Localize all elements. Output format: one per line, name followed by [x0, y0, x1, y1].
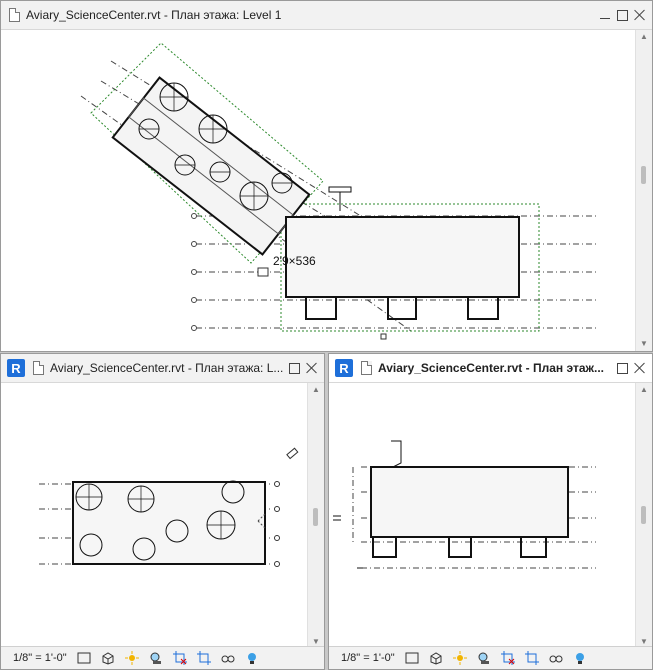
- document-icon: [33, 361, 44, 375]
- maximize-icon[interactable]: [617, 10, 628, 21]
- top-vertical-scrollbar[interactable]: [635, 30, 652, 351]
- crop-view-icon[interactable]: [501, 651, 515, 665]
- right-vertical-scrollbar[interactable]: [635, 383, 652, 649]
- bottom-right-view-window[interactable]: [328, 353, 653, 670]
- temporary-hide-icon[interactable]: [221, 651, 235, 665]
- view-scale[interactable]: 1/8" = 1'-0": [341, 652, 395, 664]
- sun-path-icon[interactable]: [125, 651, 139, 665]
- revit-logo-icon: R: [7, 359, 25, 377]
- document-icon: [9, 8, 20, 22]
- bottom-left-view-window[interactable]: [0, 353, 325, 670]
- minimize-icon[interactable]: [599, 9, 611, 21]
- scroll-up-icon[interactable]: ▲: [640, 385, 648, 394]
- scroll-up-icon[interactable]: ▲: [640, 32, 648, 41]
- close-icon[interactable]: [634, 362, 646, 374]
- crop-view-icon[interactable]: [173, 651, 187, 665]
- floor-plan-canvas-right[interactable]: [329, 383, 637, 649]
- maximize-icon[interactable]: [617, 363, 628, 374]
- scroll-thumb[interactable]: [313, 508, 318, 526]
- scroll-thumb[interactable]: [641, 166, 646, 184]
- dimension-label: 2'9×536: [273, 254, 316, 268]
- top-window-title: Aviary_ScienceCenter.rvt - План этажа: Level 1: [26, 8, 282, 22]
- left-vertical-scrollbar[interactable]: [307, 383, 324, 649]
- close-icon[interactable]: [306, 362, 318, 374]
- show-crop-icon[interactable]: [525, 651, 539, 665]
- temporary-hide-icon[interactable]: [549, 651, 563, 665]
- shadows-icon[interactable]: [149, 651, 163, 665]
- view-control-bar-left: [1, 646, 324, 669]
- revit-logo-icon: R: [335, 359, 353, 377]
- sun-path-icon[interactable]: [453, 651, 467, 665]
- reveal-hidden-icon[interactable]: [573, 651, 587, 665]
- bottom-left-titlebar[interactable]: [1, 354, 324, 383]
- view-control-bar-right: [329, 646, 652, 669]
- visual-style-icon[interactable]: [429, 651, 443, 665]
- document-icon: [361, 361, 372, 375]
- view-scale[interactable]: 1/8" = 1'-0": [13, 652, 67, 664]
- detail-level-icon[interactable]: [77, 651, 91, 665]
- bottom-right-titlebar[interactable]: [329, 354, 652, 383]
- floor-plan-canvas-left[interactable]: [1, 383, 309, 649]
- detail-level-icon[interactable]: [405, 651, 419, 665]
- visual-style-icon[interactable]: [101, 651, 115, 665]
- reveal-hidden-icon[interactable]: [245, 651, 259, 665]
- shadows-icon[interactable]: [477, 651, 491, 665]
- close-icon[interactable]: [634, 9, 646, 21]
- scroll-thumb[interactable]: [641, 506, 646, 524]
- show-crop-icon[interactable]: [197, 651, 211, 665]
- maximize-icon[interactable]: [289, 363, 300, 374]
- scroll-down-icon[interactable]: ▼: [312, 637, 320, 646]
- bottom-right-title: Aviary_ScienceCenter.rvt - План этаж...: [378, 361, 605, 375]
- scroll-down-icon[interactable]: ▼: [640, 339, 648, 348]
- top-window-titlebar[interactable]: [1, 1, 652, 30]
- scroll-up-icon[interactable]: ▲: [312, 385, 320, 394]
- bottom-left-title: Aviary_ScienceCenter.rvt - План этажа: L...: [50, 361, 284, 375]
- floor-plan-canvas[interactable]: [1, 30, 637, 352]
- scroll-down-icon[interactable]: ▼: [640, 637, 648, 646]
